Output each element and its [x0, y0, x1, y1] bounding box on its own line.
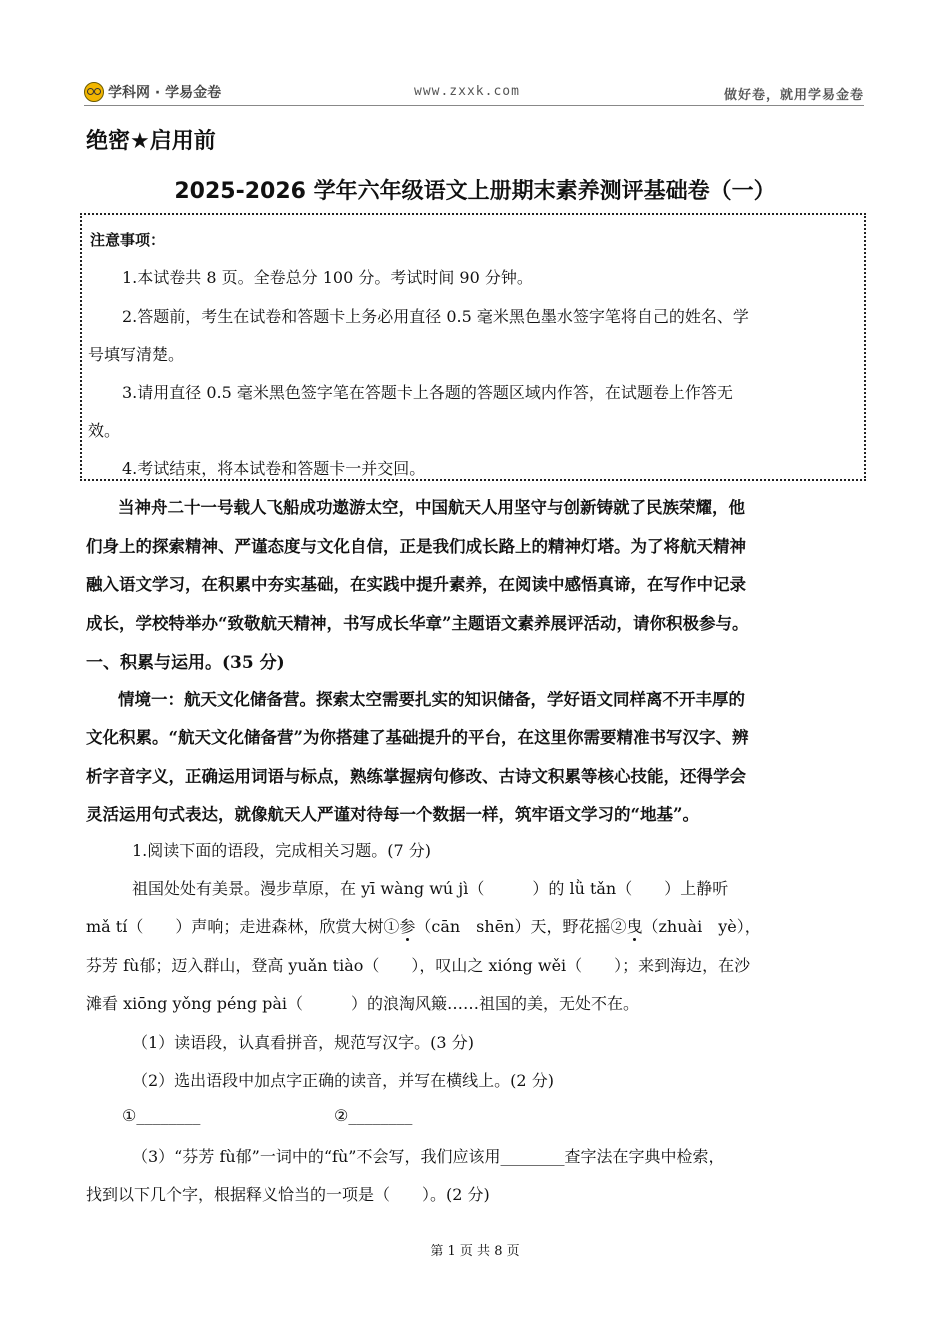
brand-logo — [84, 82, 221, 102]
notice-line: 号填写清楚。 — [88, 345, 185, 364]
section-heading: 一、积累与运用。(35 分) — [86, 653, 285, 673]
passage-line: 芬芳 fù郁；迈入群山，登高 yuǎn tiào（ ），叹山之 xióng wěi（ ）；来到海边，在沙 — [86, 956, 751, 975]
answer-blank-1[interactable]: ①________ — [122, 1106, 201, 1125]
notice-title: 注意事项： — [90, 231, 166, 249]
passage-text: mǎ tí（ ）声响；走进森林，欣赏大树① — [86, 917, 400, 936]
subquestion-1: （1）读语段，认真看拼音，规范写汉字。(3 分) — [132, 1033, 474, 1052]
subquestion-2: （2）选出语段中加点字正确的读音，并写在横线上。(2 分) — [132, 1071, 554, 1090]
answer-blank-2[interactable]: ②________ — [334, 1106, 413, 1125]
notice-line: 2.答题前，考生在试卷和答题卡上务必用直径 0.5 毫米黑色墨水签字笔将自己的姓名、学 — [122, 307, 749, 326]
header-divider — [84, 105, 864, 106]
dotted-char: 参 — [399, 917, 416, 936]
intro-line: 们身上的探索精神、严谨态度与文化自信，正是我们成长路上的精神灯塔。为了将航天精神 — [86, 537, 746, 556]
notice-line: 3.请用直径 0.5 毫米黑色签字笔在答题卡上各题的答题区域内作答，在试题卷上作答无 — [122, 383, 733, 402]
slogan: 做好卷，就用学易金卷 — [723, 88, 864, 103]
question-1: 1.阅读下面的语段，完成相关习题。(7 分) — [132, 841, 432, 860]
context-line: 灵活运用句式表达，就像航天人严谨对待每一个数据一样，筑牢语文学习的“地基”。 — [86, 805, 699, 824]
exam-title: 2025-2026 学年六年级语文上册期末素养测评基础卷（一） — [174, 179, 776, 204]
notice-box — [80, 213, 866, 481]
subquestion-3-cont: 找到以下几个字，根据释义恰当的一项是（ ）。(2 分) — [86, 1185, 490, 1204]
notice-line: 4.考试结束，将本试卷和答题卡一并交回。 — [122, 459, 426, 478]
intro-line: 成长，学校特举办“致敬航天精神，书写成长华章”主题语文素养展评活动，请你积极参与。 — [86, 614, 749, 633]
notice-line: 1.本试卷共 8 页。全卷总分 100 分。考试时间 90 分钟。 — [122, 268, 533, 287]
passage-text: （cān shēn）天，野花摇② — [415, 917, 627, 936]
intro-line: 当神舟二十一号载人飞船成功遨游太空，中国航天人用坚守与创新铸就了民族荣耀，他 — [118, 498, 745, 517]
context-line: 情境一：航天文化储备营。探索太空需要扎实的知识储备，学好语文同样离不开丰厚的 — [118, 690, 745, 709]
confidential-mark: 绝密★启用前 — [86, 129, 216, 154]
page-footer: 第 1 页 共 8 页 — [430, 1244, 520, 1259]
brand-name: 学科网 · 学易金卷 — [108, 85, 222, 101]
dotted-char: 曳 — [626, 917, 643, 936]
passage-line: 祖国处处有美景。漫步草原，在 yī wàng wú jì（ ）的 lǜ tǎn（ ）上静听 — [132, 879, 729, 898]
site-url[interactable]: www.zxxk.com — [414, 84, 520, 99]
context-line: 文化积累。“航天文化储备营”为你搭建了基础提升的平台，在这里你需要精准书写汉字、辨 — [86, 728, 749, 747]
passage-line — [86, 914, 761, 937]
passage-line: 滩看 xiōng yǒng péng pài（ ）的浪淘风簸……祖国的美，无处不在。 — [86, 994, 640, 1013]
context-line: 析字音字义，正确运用词语与标点，熟练掌握病句修改、古诗文积累等核心技能，还得学会 — [86, 767, 746, 786]
notice-line: 效。 — [88, 421, 121, 440]
page-header — [84, 80, 864, 106]
subquestion-3: （3）“芬芳 fù郁”一词中的“fù”不会写，我们应该用________查字法在字典中检索， — [132, 1147, 725, 1166]
passage-text: （zhuài yè）， — [642, 917, 761, 936]
owl-logo-icon — [84, 82, 104, 102]
intro-line: 融入语文学习，在积累中夯实基础，在实践中提升素养，在阅读中感悟真谛，在写作中记录 — [86, 575, 746, 594]
